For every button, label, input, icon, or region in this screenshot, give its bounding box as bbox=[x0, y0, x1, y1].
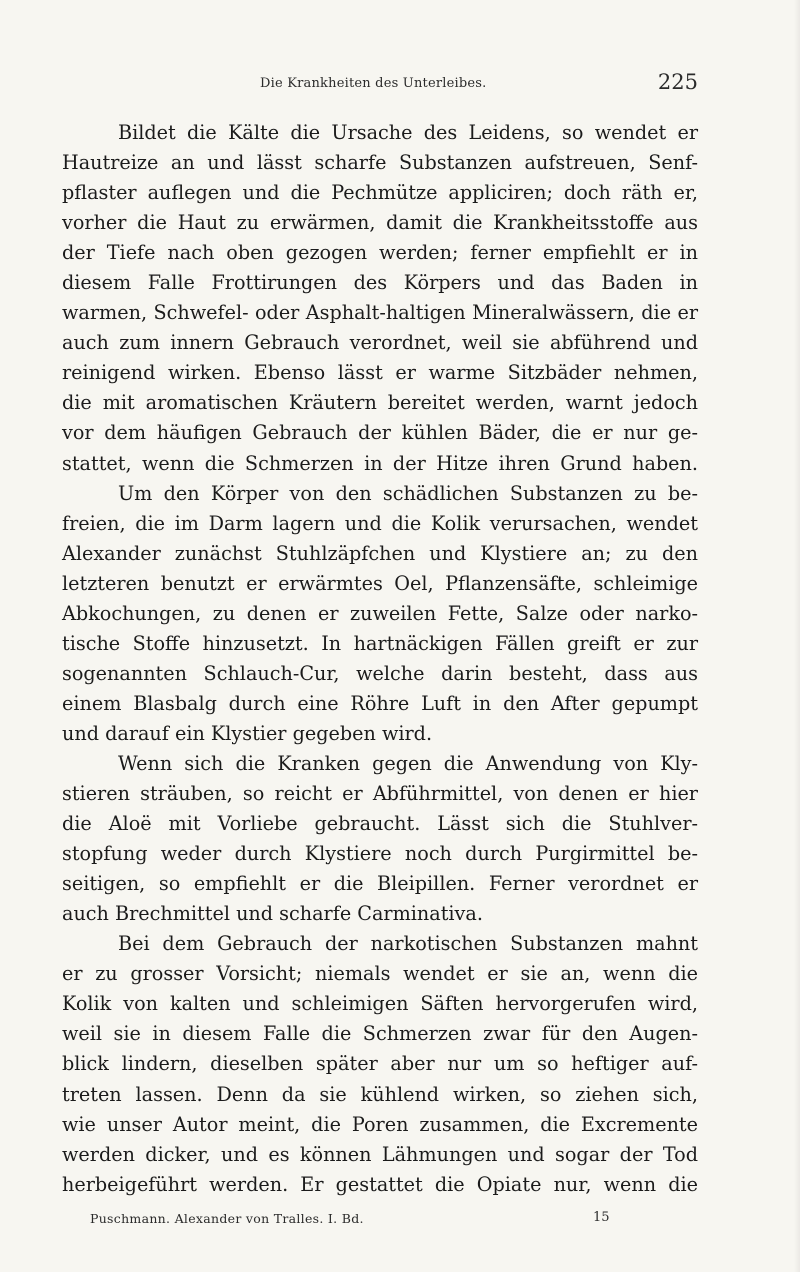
text-line: Abkochungen, zu denen er zuweilen Fette, Salze oder narko- bbox=[62, 601, 698, 625]
text-line: tische Stoffe hinzusetzt. In hartnäckigen Fällen greift er zur bbox=[62, 631, 698, 655]
text-line: die mit aromatischen Kräutern bereitet werden, warnt jedoch bbox=[62, 391, 698, 415]
text-line: auch Brechmittel und scharfe Carminativa. bbox=[62, 902, 483, 926]
text-line: treten lassen. Denn da sie kühlend wirken, so ziehen sich, bbox=[62, 1082, 698, 1106]
page-edge-shadow bbox=[794, 0, 800, 1272]
text-line: stopfung weder durch Klystiere noch durch Purgirmittel be- bbox=[62, 842, 698, 866]
text-line: Hautreize an und lässt scharfe Substanzen aufstreuen, Senf- bbox=[62, 151, 698, 175]
text-line: Alexander zunächst Stuhlzäpfchen und Klystiere an; zu den bbox=[62, 541, 698, 565]
text-line: diesem Falle Frottirungen des Körpers und das Baden in bbox=[62, 271, 698, 295]
text-line: weil sie in diesem Falle die Schmerzen zwar für den Augen- bbox=[62, 1022, 698, 1046]
text-line: wie unser Autor meint, die Poren zusammen, die Excremente bbox=[62, 1112, 698, 1136]
text-line: Bei dem Gebrauch der narkotischen Substanzen mahnt bbox=[118, 932, 698, 956]
text-line: einem Blasbalg durch eine Röhre Luft in den After gepumpt bbox=[62, 691, 698, 715]
text-line: freien, die im Darm lagern und die Kolik verursachen, wendet bbox=[62, 511, 698, 535]
text-line: er zu grosser Vorsicht; niemals wendet er sie an, wenn die bbox=[62, 962, 698, 986]
text-line: vor dem häufigen Gebrauch der kühlen Bäder, die er nur ge- bbox=[62, 421, 698, 445]
text-line: herbeigeführt werden. Er gestattet die Opiate nur, wenn die bbox=[62, 1172, 698, 1196]
running-title: Die Krankheiten des Unterleibes. bbox=[260, 76, 487, 91]
text-line: sogenannten Schlauch-Cur, welche darin besteht, dass aus bbox=[62, 661, 698, 685]
text-line: und darauf ein Klystier gegeben wird. bbox=[62, 721, 433, 745]
text-line: werden dicker, und es können Lähmungen und sogar der Tod bbox=[62, 1142, 698, 1166]
text-line: Kolik von kalten und schleimigen Säften hervorgerufen wird, bbox=[62, 992, 698, 1016]
text-line: reinigend wirken. Ebenso lässt er warme Sitzbäder nehmen, bbox=[62, 361, 698, 385]
text-line: vorher die Haut zu erwärmen, damit die Krankheitsstoffe aus bbox=[62, 211, 698, 235]
signature-mark: 15 bbox=[593, 1210, 610, 1225]
text-line: letzteren benutzt er erwärmtes Oel, Pflanzensäfte, schleimige bbox=[62, 571, 698, 595]
text-line: der Tiefe nach oben gezogen werden; ferner empfiehlt er in bbox=[62, 241, 698, 265]
body-text bbox=[62, 118, 698, 1200]
text-line: stieren sträuben, so reicht er Abführmittel, von denen er hier bbox=[62, 782, 698, 806]
signature-line: Puschmann. Alexander von Tralles. I. Bd. bbox=[90, 1211, 364, 1226]
text-line: blick lindern, dieselben später aber nur um so heftiger auf- bbox=[62, 1052, 698, 1076]
text-line: warmen, Schwefel- oder Asphalt-haltigen Mineralwässern, die er bbox=[62, 301, 698, 325]
page-number: 225 bbox=[657, 70, 698, 94]
text-line: Wenn sich die Kranken gegen die Anwendung von Kly- bbox=[118, 751, 698, 775]
text-line: Um den Körper von den schädlichen Substanzen zu be- bbox=[118, 481, 698, 505]
text-line: Bildet die Kälte die Ursache des Leidens, so wendet er bbox=[118, 121, 698, 144]
text-line: seitigen, so empfiehlt er die Bleipillen. Ferner verordnet er bbox=[62, 872, 698, 896]
text-line: stattet, wenn die Schmerzen in der Hitze ihren Grund haben. bbox=[62, 451, 698, 475]
text-line: die Aloë mit Vorliebe gebraucht. Lässt sich die Stuhlver- bbox=[62, 812, 698, 836]
text-line: auch zum innern Gebrauch verordnet, weil sie abführend und bbox=[62, 331, 698, 355]
text-line: pflaster auflegen und die Pechmütze appliciren; doch räth er, bbox=[62, 181, 698, 205]
